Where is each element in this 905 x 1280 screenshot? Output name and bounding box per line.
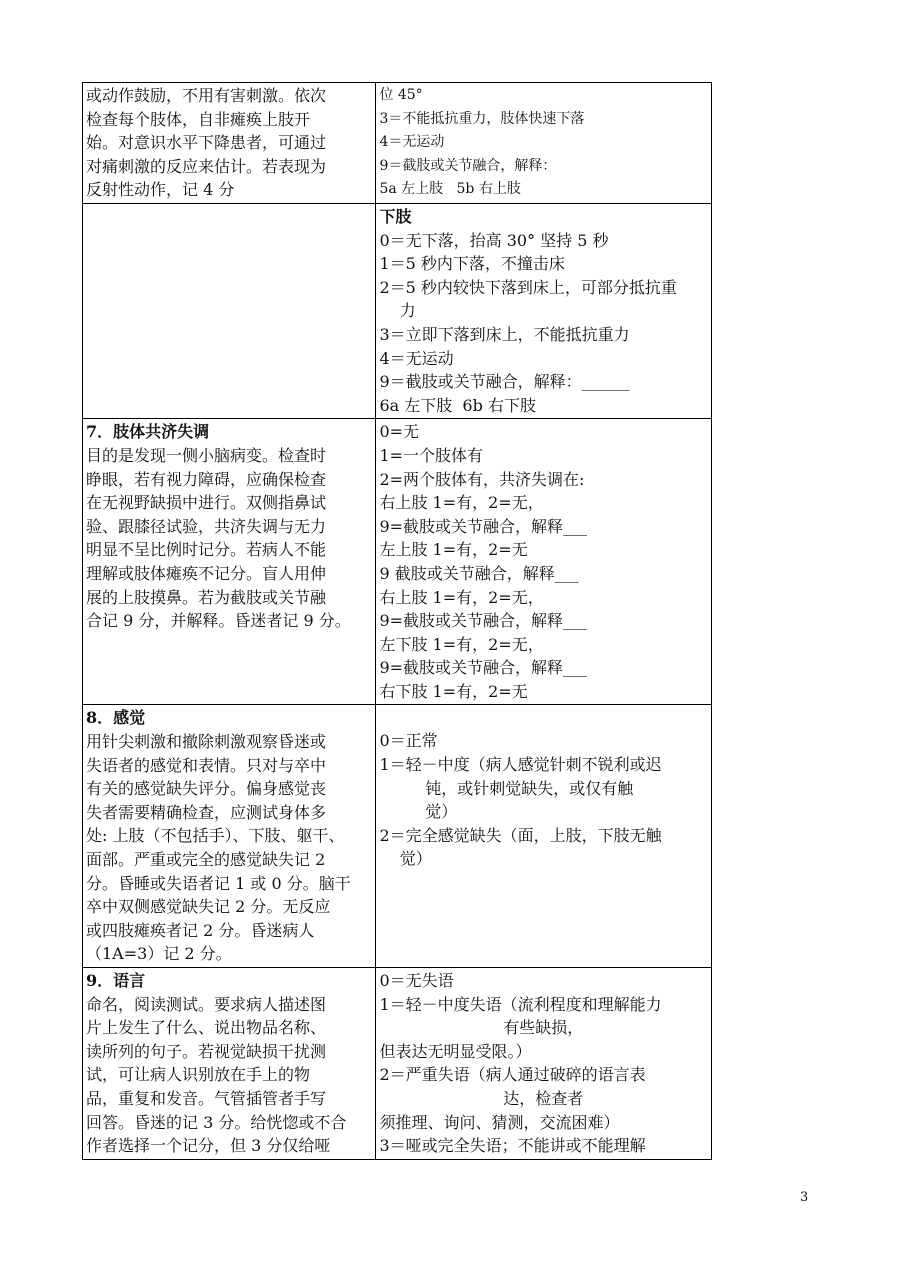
scoring-cell xyxy=(376,419,712,705)
text-line: 觉） xyxy=(379,849,432,869)
text-line: 有些缺损， xyxy=(503,1018,584,1038)
text-line: 明显不呈比例时记分。若病人不能 xyxy=(86,540,327,560)
text-line: 或动作鼓励，不用有害刺激。依次 xyxy=(86,86,327,105)
text-line: 1＝轻－中度失语（流利程度和理解能力 xyxy=(379,994,662,1014)
text-line: 检查每个肢体，自非瘫痪上肢开 xyxy=(86,109,311,129)
text-line: 5a 左上肢 5b 右上肢 xyxy=(379,181,521,198)
text-line: 片上发生了什么、说出物品名称、 xyxy=(86,1018,327,1038)
section-heading: 8．感觉 xyxy=(86,708,146,728)
text-line: 展的上肢摸鼻。若为截肢或关节融 xyxy=(86,587,327,607)
text-line: 反射性动作，记 4 分 xyxy=(86,180,235,200)
text-line: 4＝无运动 xyxy=(379,134,445,151)
text-line: 6a 左下肢 6b 右下肢 xyxy=(379,395,536,415)
text-line: （1A=3）记 2 分。 xyxy=(86,944,232,964)
text-line: 右下肢 1=有，2=无 xyxy=(379,681,528,701)
text-line: 读所列的句子。若视觉缺损干扰测 xyxy=(86,1041,327,1061)
text-line: 1＝5 秒内下落，不撞击床 xyxy=(379,254,565,274)
text-line: 9=截肢或关节融合，解释___ xyxy=(379,611,588,631)
text-line: 试，可让病人识别放在手上的物 xyxy=(86,1065,311,1085)
scoring-cell xyxy=(376,968,712,1160)
text-line: 处: 上肢（不包括手）、下肢、躯干、 xyxy=(86,826,345,846)
text-line: 失语者的感觉和表情。只对与卒中 xyxy=(86,755,327,775)
text-line: 3＝不能抵抗重力，肢体快速下落 xyxy=(379,110,585,127)
text-line: 有关的感觉缺失评分。偏身感觉丧 xyxy=(86,779,327,799)
text-line: 0=无 xyxy=(379,422,420,442)
table-row xyxy=(83,204,712,419)
text-line: 达，检查者 xyxy=(503,1088,584,1108)
text-line: 右上肢 1=有，2=无， xyxy=(379,493,544,513)
text-line: 钝，或针刺觉缺失，或仅有触 xyxy=(379,778,634,798)
text-line: 目的是发现一侧小脑病变。检查时 xyxy=(86,445,327,465)
item-description-cell xyxy=(83,968,376,1160)
text-line: 回答。昏迷的记 3 分。给恍惚或不合 xyxy=(86,1112,347,1132)
text-line: 作者选择一个记分，但 3 分仅给哑 xyxy=(86,1136,331,1156)
table-row xyxy=(83,968,712,1160)
text-line: 觉） xyxy=(379,802,458,822)
text-line: 睁眼，若有视力障碍，应确保检查 xyxy=(86,469,327,489)
text-line: 9=截肢或关节融合，解释___ xyxy=(379,658,588,678)
text-line: 分。昏睡或失语者记 1 或 0 分。脑干 xyxy=(86,873,351,893)
text-line: 始。对意识水平下降患者，可通过 xyxy=(86,133,327,153)
table-row xyxy=(83,419,712,705)
text-line: 或四肢瘫痪者记 2 分。昏迷病人 xyxy=(86,920,315,940)
text-line: 0＝无失语 xyxy=(379,971,454,990)
text-line: 卒中双侧感觉缺失记 2 分。无反应 xyxy=(86,897,331,917)
item-description-cell xyxy=(83,705,376,968)
text-line: 理解或肢体瘫痪不记分。盲人用伸 xyxy=(86,563,327,583)
scoring-cell xyxy=(376,204,712,419)
text-line: 3＝哑或完全失语；不能讲或不能理解 xyxy=(379,1136,646,1156)
section-heading: 下肢 xyxy=(379,207,412,226)
text-line: 2＝完全感觉缺失（面，上肢，下肢无触 xyxy=(379,825,662,845)
text-line: 0＝无下落，抬高 30° 坚持 5 秒 xyxy=(379,230,609,250)
text-line: 验、跟膝径试验，共济失调与无力 xyxy=(86,516,327,536)
text-line: 左上肢 1=有，2=无 xyxy=(379,540,528,560)
text-line: 9＝截肢或关节融合，解释：______ xyxy=(379,372,630,392)
text-line: 2＝严重失语（病人通过破碎的语言表 xyxy=(379,1065,646,1085)
text-line: 在无视野缺损中进行。双侧指鼻试 xyxy=(86,493,327,513)
item-description-cell xyxy=(83,83,376,204)
text-line: 1=一个肢体有 xyxy=(379,445,484,465)
text-line: 2＝5 秒内较快下落到床上，可部分抵抗重 xyxy=(379,277,677,297)
text-line: 2=两个肢体有，共济失调在: xyxy=(379,469,585,489)
section-heading: 9．语言 xyxy=(86,971,146,990)
item-description-cell xyxy=(83,419,376,705)
text-line: 对痛刺激的反应来估计。若表现为 xyxy=(86,156,327,176)
text-line: 9 截肢或关节融合，解释___ xyxy=(379,563,579,583)
text-line: 0＝正常 xyxy=(379,731,438,751)
text-line: 须推理、询问、猜测，交流困难） xyxy=(379,1112,620,1132)
text-line: 左下肢 1=有，2=无， xyxy=(379,634,544,654)
text-line: 力 xyxy=(379,301,416,321)
text-line: 合记 9 分，并解释。昏迷者记 9 分。 xyxy=(86,611,351,631)
text-line: 用针尖刺激和撤除刺激观察昏迷或 xyxy=(86,732,327,752)
text-line: 1＝轻－中度（病人感觉针刺不锐利或迟 xyxy=(379,755,662,775)
scoring-cell xyxy=(376,705,712,968)
text-line: 失者需要精确检查，应测试身体多 xyxy=(86,802,327,822)
text-line: 命名，阅读测试。要求病人描述图 xyxy=(86,994,327,1014)
text-line: 位 45° xyxy=(379,87,423,103)
table-row xyxy=(83,705,712,968)
nihss-scale-table xyxy=(82,82,712,1160)
text-line: 3＝立即下落到床上，不能抵抗重力 xyxy=(379,324,630,344)
section-heading: 7．肢体共济失调 xyxy=(86,422,210,442)
text-line: 品，重复和发音。气管插管者手写 xyxy=(86,1088,327,1108)
text-line: 4＝无运动 xyxy=(379,348,454,368)
text-line: 9=截肢或关节融合，解释___ xyxy=(379,516,588,536)
table-row xyxy=(83,83,712,204)
text-line: 但表达无明显受限。） xyxy=(379,1041,532,1061)
text-line: 面部。严重或完全的感觉缺失记 2 xyxy=(86,850,326,870)
item-description-cell xyxy=(83,204,376,419)
text-line: 右上肢 1=有，2=无， xyxy=(379,587,544,607)
page-number: 3 xyxy=(800,1190,809,1205)
scoring-cell xyxy=(376,83,712,204)
text-line: 9＝截肢或关节融合，解释： xyxy=(379,157,557,174)
